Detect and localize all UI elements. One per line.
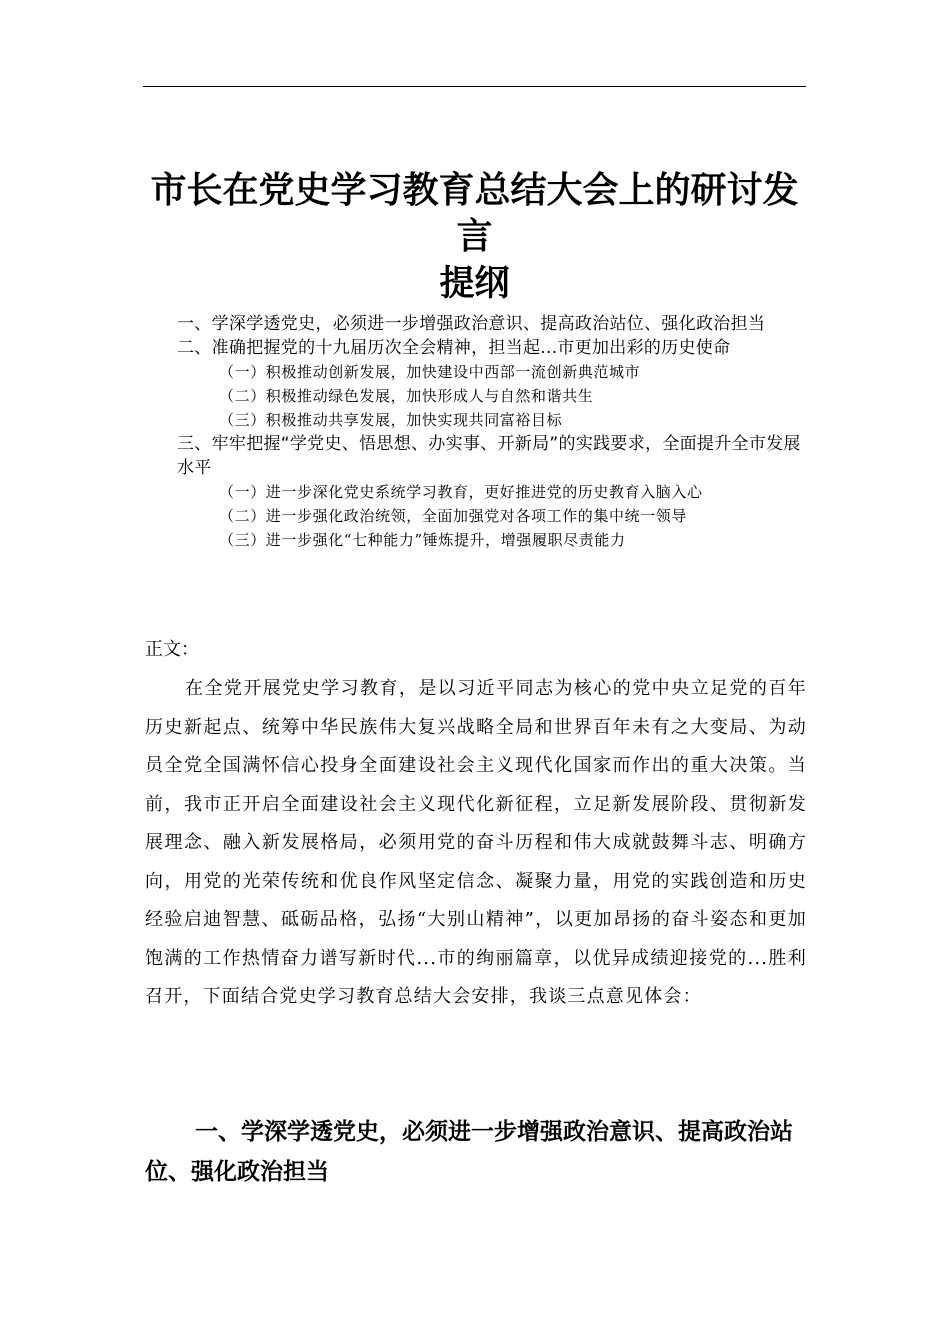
- outline-subitem-2-3: （三）积极推动共享发展，加快实现共同富裕目标: [219, 411, 563, 429]
- outline-subitem-2-1: （一）积极推动创新发展，加快建设中西部一流创新典范城市: [219, 363, 641, 381]
- outline-list: [177, 312, 807, 552]
- header-rule: [143, 86, 806, 87]
- outline-subitem-2-2: （二）积极推动绿色发展，加快形成人与自然和谐共生: [219, 387, 594, 405]
- document-title: 市长在党史学习教育总结大会上的研讨发言: [150, 170, 799, 257]
- section-heading: 一、学深学透党史，必须进一步增强政治意识、提高政治站位、强化政治担当: [145, 1119, 793, 1185]
- outline-heading: 提纲: [439, 264, 510, 304]
- outline-item-3: 三、牢牢把握“学党史、悟思想、办实事、开新局”的实践要求，全面提升全市发展水平: [177, 434, 801, 478]
- outline-subitem-3-1: （一）进一步深化党史系统学习教育，更好推进党的历史教育入脑入心: [219, 483, 703, 501]
- outline-subitem-3-3: （三）进一步强化“七种能力”锤炼提升，增强履职尽责能力: [219, 531, 626, 549]
- intro-paragraph: 在全党开展党史学习教育，是以习近平同志为核心的党中央立足党的百年历史新起点、统筹中华民族伟大复兴战略全局和世界百年未有之大变局、为动员全党全国满怀信心投身全面建设社会主义现代化国家而作出的重大决策。当前，我市正开启全面建设社会主义现代化新征程，立足新发展阶段、贯彻新发展理念、融入新发展格局，必须用党的奋斗历程和伟大成就鼓舞斗志、明确方向，用党的光荣传统和优良作风坚定信念、凝聚力量，用党的实践创造和历史经验启迪智慧、砥砺品格，弘扬“大别山精神”，以更加昂扬的奋斗姿态和更加饱满的工作热情奋力谱写新时代...市的绚丽篇章，以优异成绩迎接党的...胜利召开，下面结合党史学习教育总结大会安排，我谈三点意见体会：: [145, 678, 807, 1007]
- body-label: 正文：: [145, 639, 199, 660]
- outline-subitem-3-2: （二）进一步强化政治统领，全面加强党对各项工作的集中统一领导: [219, 507, 688, 525]
- outline-item-2: 二、准确把握党的十九届历次全会精神，担当起...市更加出彩的历史使命: [177, 338, 731, 358]
- outline-item-1: 一、学深学透党史，必须进一步增强政治意识、提高政治站位、强化政治担当: [177, 314, 766, 334]
